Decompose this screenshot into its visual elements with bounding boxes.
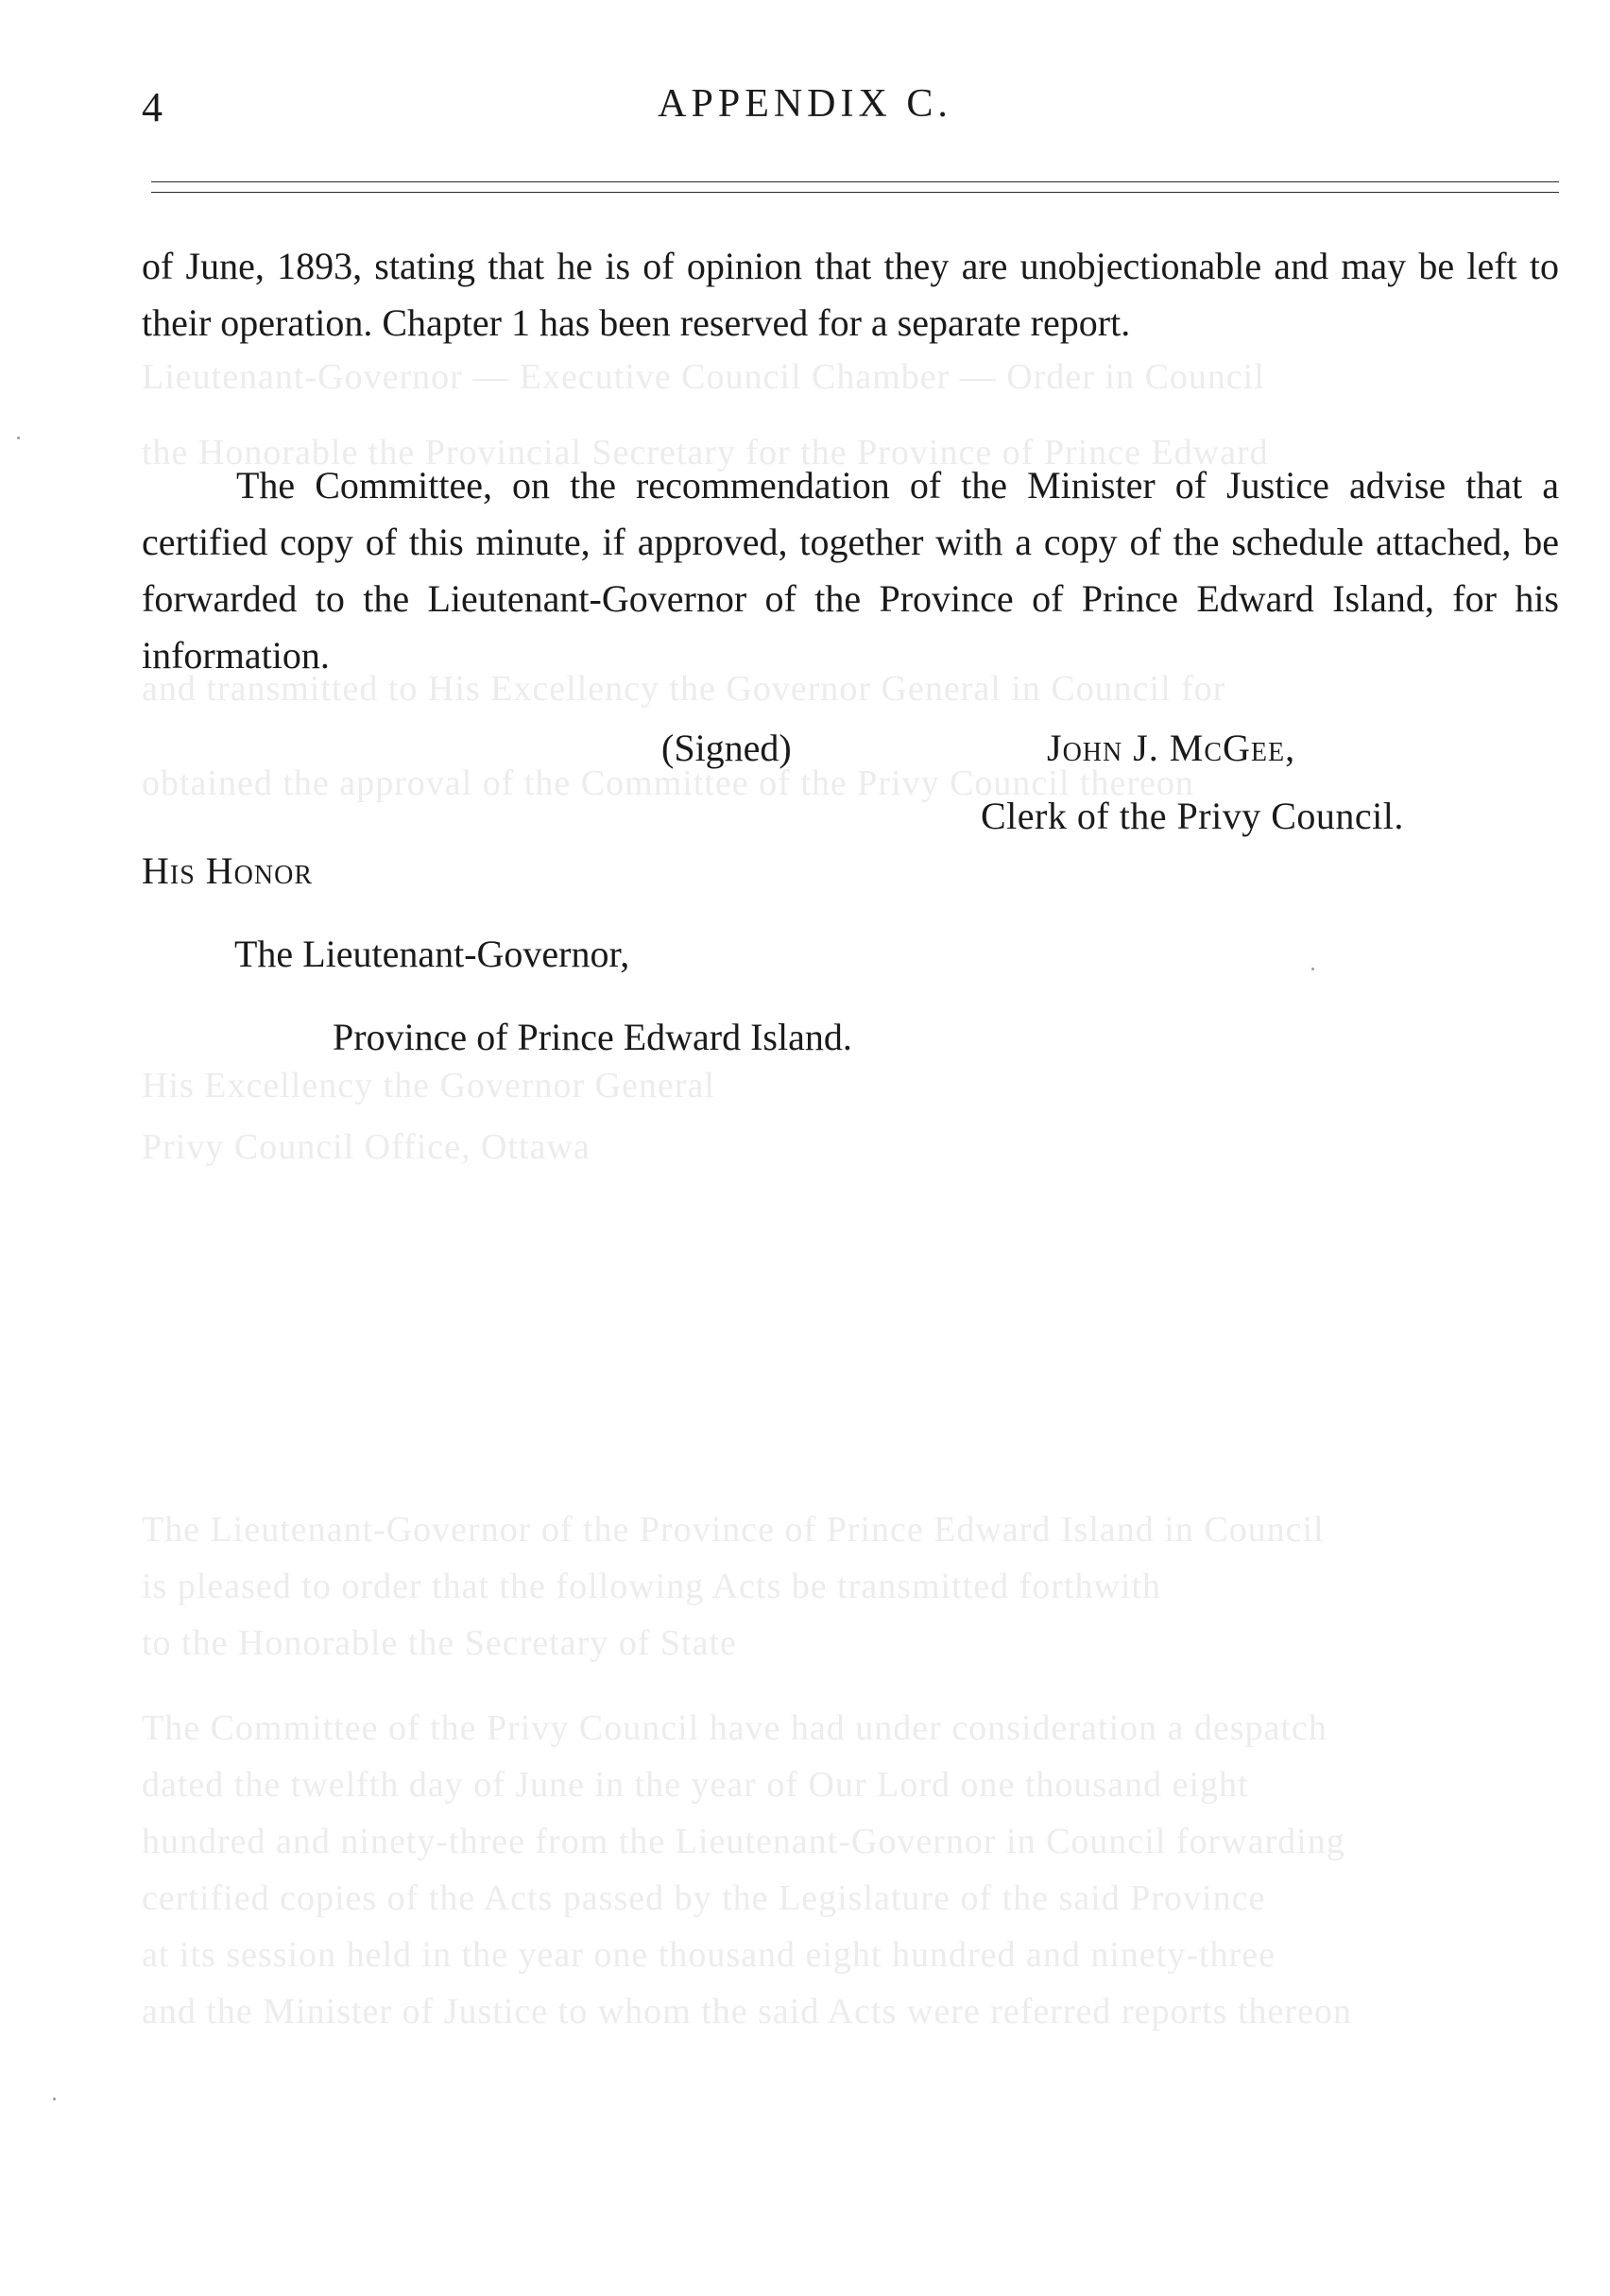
signer-name: John J. McGee,: [1047, 727, 1296, 769]
show-through-text: and the Minister of Justice to whom the said Acts were referred reports thereon: [142, 1992, 1352, 2031]
signer-title: Clerk of the Privy Council.: [981, 795, 1404, 837]
show-through-text: certified copies of the Acts passed by the Legislature of the said Province: [142, 1878, 1266, 1918]
show-through-text: obtained the approval of the Committee of the Privy Council thereon: [142, 763, 1194, 803]
show-through-text: hundred and ninety-three from the Lieutenant-Governor in Council forwarding: [142, 1822, 1345, 1861]
show-through-text: Privy Council Office, Ottawa: [142, 1127, 591, 1167]
show-through-text: dated the twelfth day of June in the year of Our Lord one thousand eight: [142, 1765, 1249, 1805]
paragraph-recommendation: The Committee, on the recommendation of the Minister of Justice advise that a certified copy of this minute, if approved, together with a copy of the schedule attached, be forwarded to the Lieutenant-Governor of the Province of Prince Edward Island, for his information.: [142, 464, 1559, 677]
header-rule-bottom: [151, 192, 1559, 193]
paragraph-opinion: of June, 1893, stating that he is of opinion that they are unobjectionable and may be left to their operation. Chapter 1 has been reserved for a separate report.: [142, 245, 1559, 344]
show-through-text: Lieutenant-Governor — Executive Council Chamber — Order in Council: [142, 357, 1265, 397]
show-through-text: His Excellency the Governor General: [142, 1066, 715, 1105]
show-through-text: and transmitted to His Excellency the Governor General in Council for: [142, 669, 1226, 709]
show-through-text: The Committee of the Privy Council have had under consideration a despatch: [142, 1708, 1327, 1748]
show-through-text: the Honorable the Provincial Secretary for the Province of Prince Edward: [142, 433, 1269, 472]
running-head: APPENDIX C.: [658, 82, 952, 126]
page-number: 4: [142, 84, 163, 130]
show-through-text: to the Honorable the Secretary of State: [142, 1623, 737, 1663]
paper-speck: [53, 2098, 56, 2100]
addressee-salutation: His Honor: [142, 849, 314, 892]
header-rule-top: [151, 181, 1559, 182]
show-through-text: is pleased to order that the following Acts be transmitted forthwith: [142, 1567, 1162, 1606]
signed-label: (Signed): [661, 727, 792, 769]
paper-speck: [1311, 968, 1314, 970]
addressee-line-1: The Lieutenant-Governor,: [234, 933, 630, 975]
show-through-text: at its session held in the year one thousand eight hundred and ninety-three: [142, 1935, 1276, 1975]
show-through-text: The Lieutenant-Governor of the Province of Prince Edward Island in Council: [142, 1510, 1325, 1550]
paper-speck: [17, 437, 20, 439]
addressee-line-2: Province of Prince Edward Island.: [333, 1016, 852, 1058]
